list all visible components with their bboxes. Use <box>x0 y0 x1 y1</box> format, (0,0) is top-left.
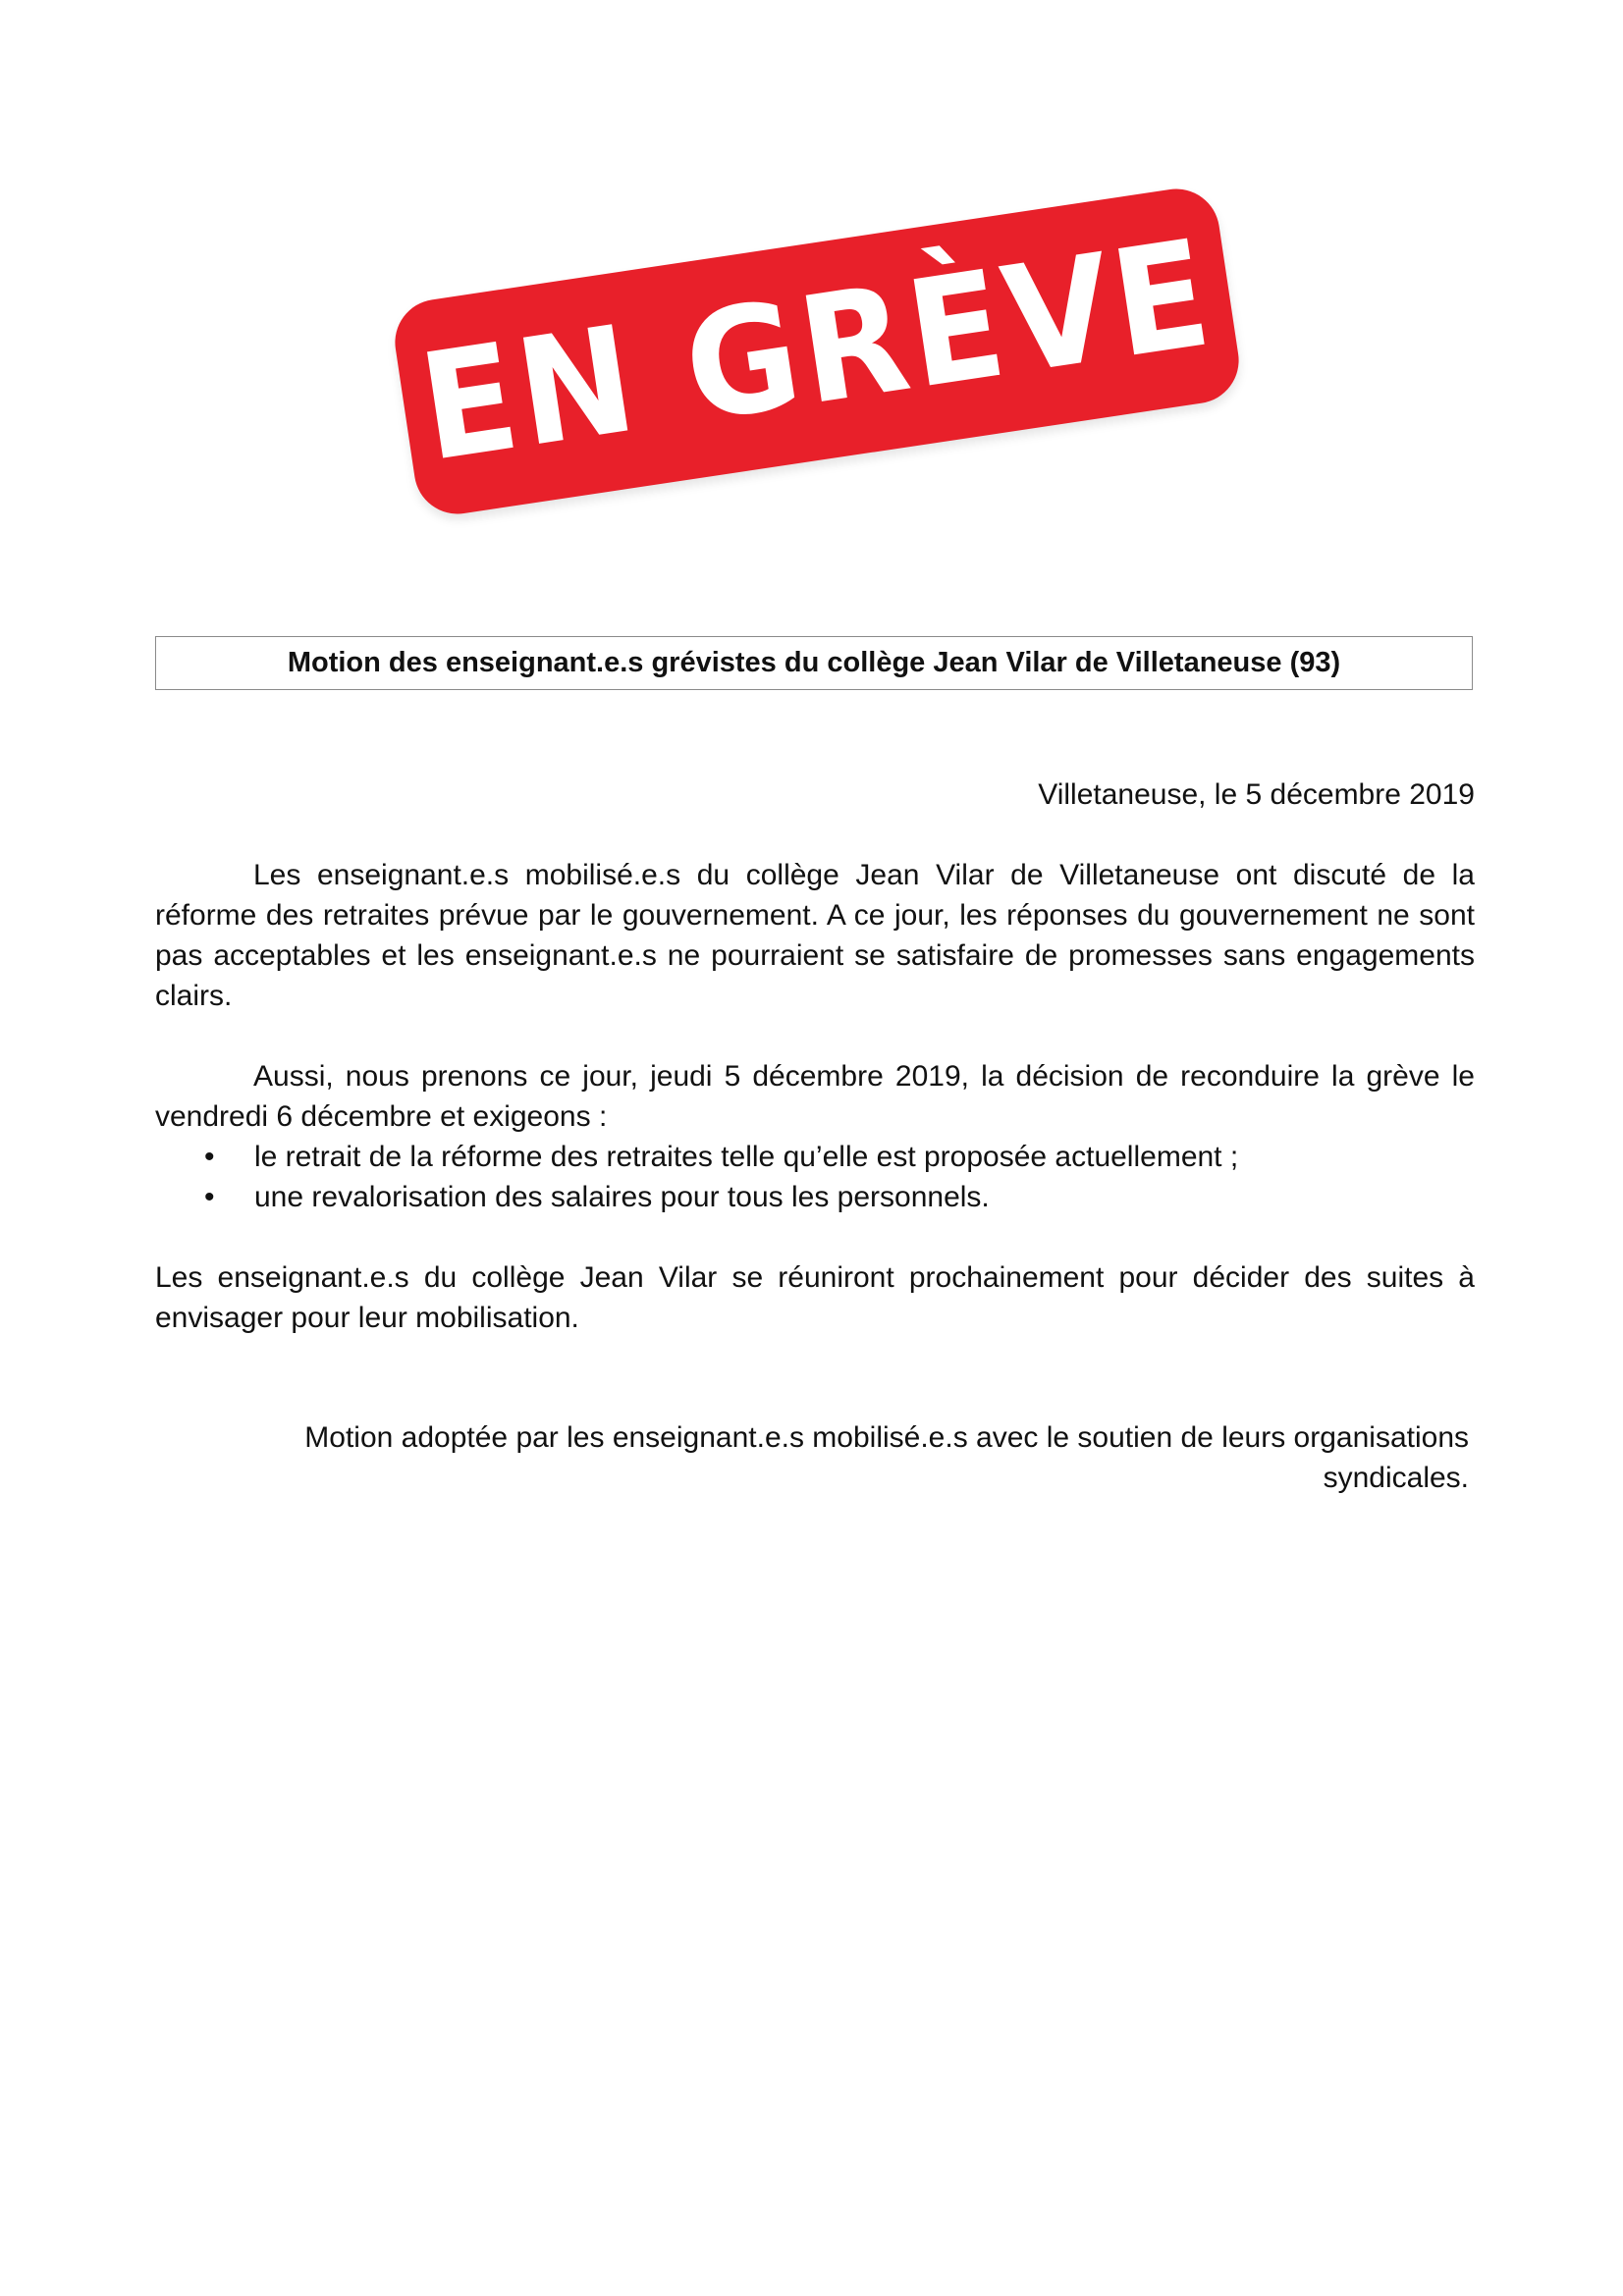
bullet-icon: • <box>204 1181 215 1213</box>
strike-stamp-logo <box>373 157 1257 530</box>
signature: Motion adoptée par les enseignant.e.s mobilisé.e.s avec le soutien de leurs organisations syndicales. <box>304 1421 1469 1494</box>
bullet-icon: • <box>204 1141 215 1173</box>
demand-text: une revalorisation des salaires pour tous les personnels. <box>254 1181 990 1213</box>
paragraph-next-steps: Les enseignant.e.s du collège Jean Vilar se réuniront prochainement pour décider des suites à envisager pour leur mobilisation. <box>155 1261 1475 1334</box>
dateline: Villetaneuse, le 5 décembre 2019 <box>1038 778 1475 811</box>
list-item <box>155 1137 1475 1177</box>
demand-text: le retrait de la réforme des retraites telle qu’elle est proposée actuellement ; <box>254 1141 1239 1173</box>
paragraph-context: Les enseignant.e.s mobilisé.e.s du collège Jean Vilar de Villetaneuse ont discuté de la réforme des retraites prévue par le gouvernement. A ce jour, les réponses du gouvernement ne sont pas acceptables et les enseignant.e.s ne pourraient se satisfaire de promesses sans engagements clairs. <box>155 859 1475 1012</box>
demands-list <box>155 1137 1475 1217</box>
motion-title: Motion des enseignant.e.s grévistes du collège Jean Vilar de Villetaneuse (93) <box>287 647 1341 678</box>
stamp-badge <box>389 184 1244 520</box>
stamp-text: EN GRÈVE <box>410 208 1223 495</box>
motion-title-box <box>155 636 1473 690</box>
list-item <box>155 1177 1475 1217</box>
paragraph-decision: Aussi, nous prenons ce jour, jeudi 5 décembre 2019, la décision de reconduire la grève le vendredi 6 décembre et exigeons : <box>155 1060 1475 1133</box>
